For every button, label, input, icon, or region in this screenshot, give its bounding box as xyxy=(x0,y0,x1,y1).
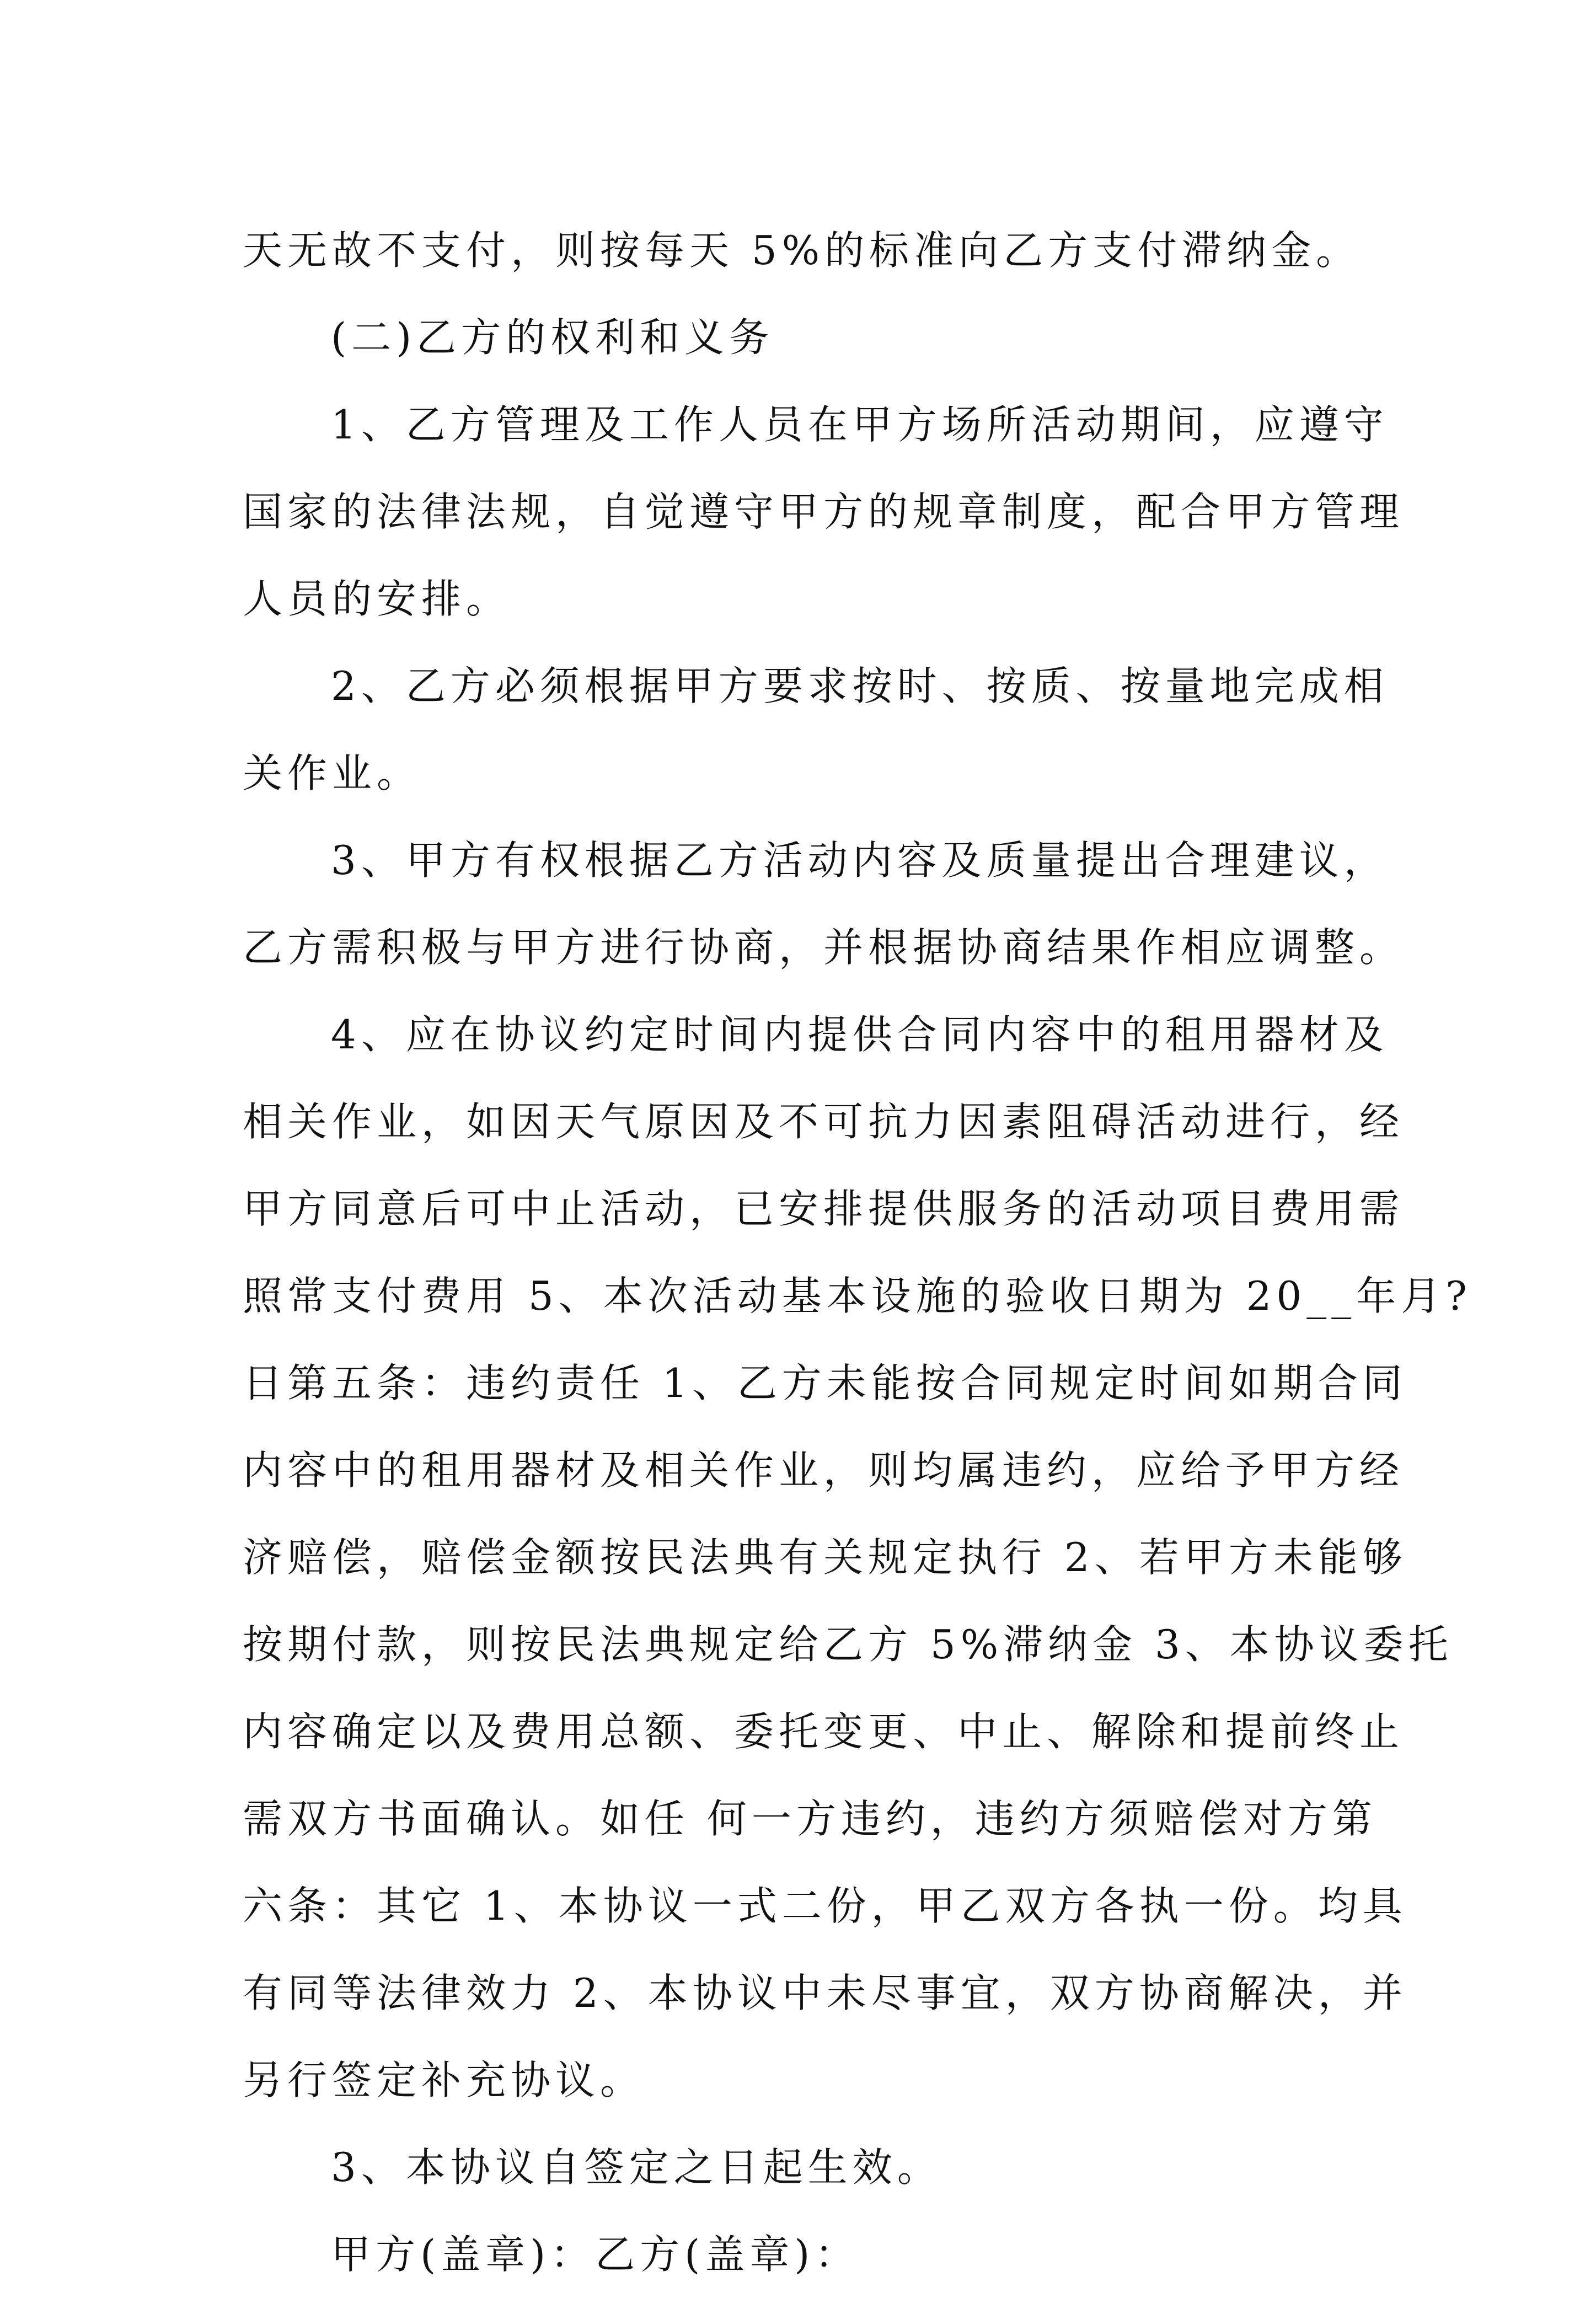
text-line: 需双方书面确认。如任 何一方违约，违约方须赔偿对方第 xyxy=(243,1796,1377,1842)
clause-line: 4、应在协议约定时间内提供合同内容中的租用器材及 xyxy=(331,1011,1389,1058)
text-line: 相关作业，如因天气原因及不可抗力因素阻碍活动进行，经 xyxy=(243,1099,1405,1145)
text-line: 另行签定补充协议。 xyxy=(243,2057,645,2103)
text-line: 国家的法律法规，自觉遵守甲方的规章制度，配合甲方管理 xyxy=(243,489,1405,535)
clause-line: 2、乙方必须根据甲方要求按时、按质、按量地完成相 xyxy=(331,663,1389,709)
clause-line: 3、甲方有权根据乙方活动内容及质量提出合理建议， xyxy=(331,837,1389,883)
text-line: 天无故不支付，则按每天 5%的标准向乙方支付滞纳金。 xyxy=(243,227,1361,274)
text-line: 日第五条：违约责任 1、乙方未能按合同规定时间如期合同 xyxy=(243,1360,1407,1406)
text-line: 内容确定以及费用总额、委托变更、中止、解除和提前终止 xyxy=(243,1708,1405,1755)
text-line: 内容中的租用器材及相关作业，则均属违约，应给予甲方经 xyxy=(243,1447,1405,1493)
text-line: 照常支付费用 5、本次活动基本设施的验收日期为 20__年月? xyxy=(243,1273,1472,1319)
text-line: 有同等法律效力 2、本协议中未尽事宜，双方协商解决，并 xyxy=(243,1970,1407,2016)
clause-line: 3、本协议自签定之日起生效。 xyxy=(331,2144,942,2190)
document-body xyxy=(243,207,1472,2298)
text-line: 人员的安排。 xyxy=(243,576,511,622)
section-heading: (二)乙方的权利和义务 xyxy=(331,314,774,361)
text-line: 关作业。 xyxy=(243,750,422,796)
clause-line: 1、乙方管理及工作人员在甲方场所活动期间，应遵守 xyxy=(331,401,1389,448)
text-line: 按期付款，则按民法典规定给乙方 5%滞纳金 3、本协议委托 xyxy=(243,1621,1453,1668)
text-line: 甲方同意后可中止活动，已安排提供服务的活动项目费用需 xyxy=(243,1186,1405,1232)
text-line: 六条：其它 1、本协议一式二份，甲乙双方各执一份。均具 xyxy=(243,1883,1407,1929)
signature-line: 甲方(盖章)：乙方(盖章)： xyxy=(331,2231,860,2278)
text-line: 乙方需积极与甲方进行协商，并根据协商结果作相应调整。 xyxy=(243,924,1405,971)
text-line: 济赔偿，赔偿金额按民法典有关规定执行 2、若甲方未能够 xyxy=(243,1534,1407,1581)
